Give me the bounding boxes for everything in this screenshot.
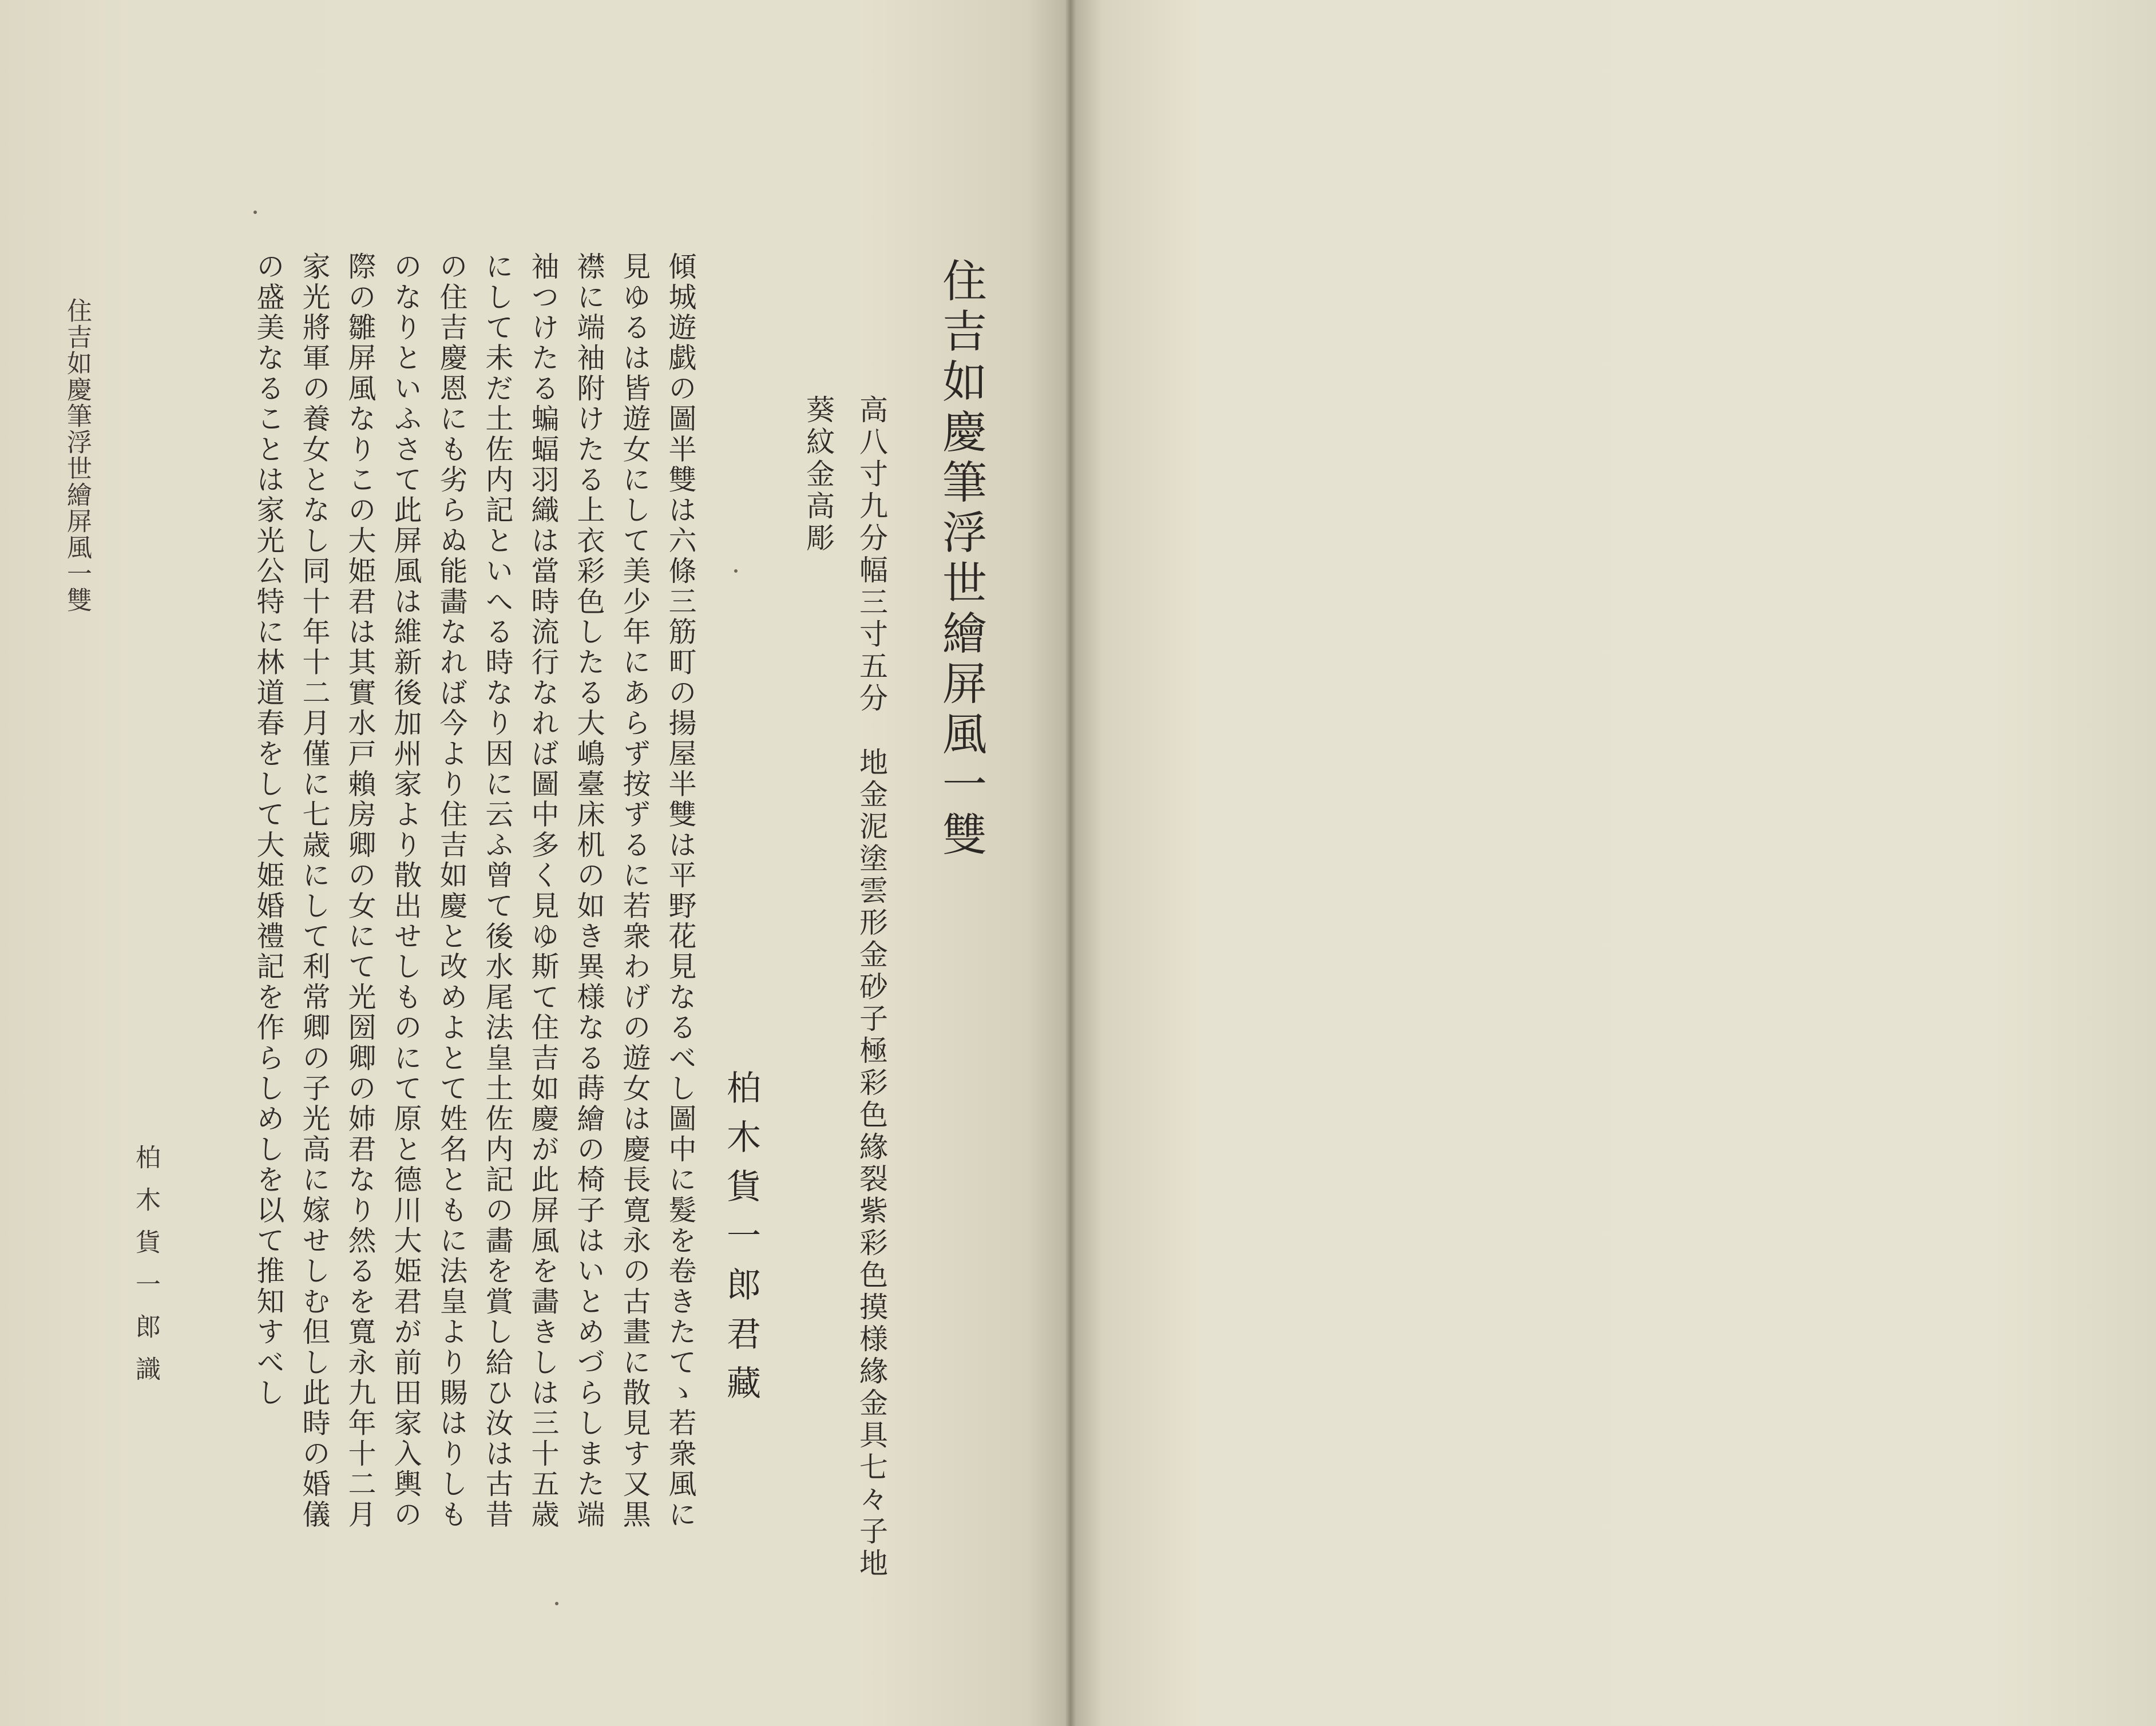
- paper-speck: [253, 211, 257, 214]
- paper-speck: [555, 1602, 558, 1605]
- right-page-blank: [1070, 0, 2156, 1726]
- body-line: にして未だ土佐内記といへる時なり因に云ふ曾て後水尾法皇土佐内記の畵を賞し給ひ汝は古昔: [481, 252, 514, 1530]
- body-line: 襟に端袖附けたる上衣彩色したる大嶋臺床机の如き異様なる蒔繪の椅子はいとめづらしまた端: [573, 252, 605, 1530]
- page-title: 住吉如慶筆浮世繪屏風一雙: [935, 257, 986, 862]
- author-signature: 柏木貨一郎識: [131, 1144, 160, 1398]
- book-gutter: [1065, 0, 1076, 1726]
- body-line: の住吉慶恩にも劣らぬ能畵なれば今より住吉如慶と改めよとて姓名ともに法皇より賜はりしも: [435, 252, 468, 1530]
- spec-line-1: 高八寸九分幅三寸五分 地金泥塗雲形金砂子極彩色緣裂紫彩色摸様緣金具七々子地: [855, 395, 888, 1580]
- body-line: の盛美なることは家光公特に林道春をして大姫婚禮記を作らしめしを以て推知すべし: [252, 252, 285, 1408]
- body-line: 見ゆるは皆遊女にして美少年にあらず按ずるに若衆わげの遊女は慶長寛永の古畫に散見す又黒: [619, 252, 651, 1530]
- spec-line-2: 葵紋金高彫: [802, 395, 835, 555]
- owner-credit: 柏木貨一郎君藏: [721, 1070, 761, 1414]
- running-head: 住吉如慶筆浮世繪屏風一雙: [62, 297, 92, 613]
- body-line: 際の雛屏風なりこの大姫君は其實水戸賴房卿の女にて光圀卿の姉君なり然るを寬永九年十二月: [344, 252, 376, 1530]
- body-line: 傾城遊戯の圖半雙は六條三筋町の揚屋半雙は平野花見なるべし圖中に髮を卷きたてゝ若衆風に: [664, 252, 697, 1530]
- body-line: 袖つけたる蝙蝠羽織は當時流行なれば圖中多く見ゆ斯て住吉如慶が此屏風を畵きしは三十五歳: [527, 252, 560, 1530]
- body-line: のなりといふさて此屏風は維新後加州家より散出せしものにて原と德川大姫君が前田家入輿の: [390, 252, 422, 1530]
- paper-speck: [734, 569, 738, 573]
- body-line: 家光將軍の養女となし同十年十二月僅に七歳にして利常卿の子光高に嫁せしむ但し此時の婚儀: [298, 252, 331, 1530]
